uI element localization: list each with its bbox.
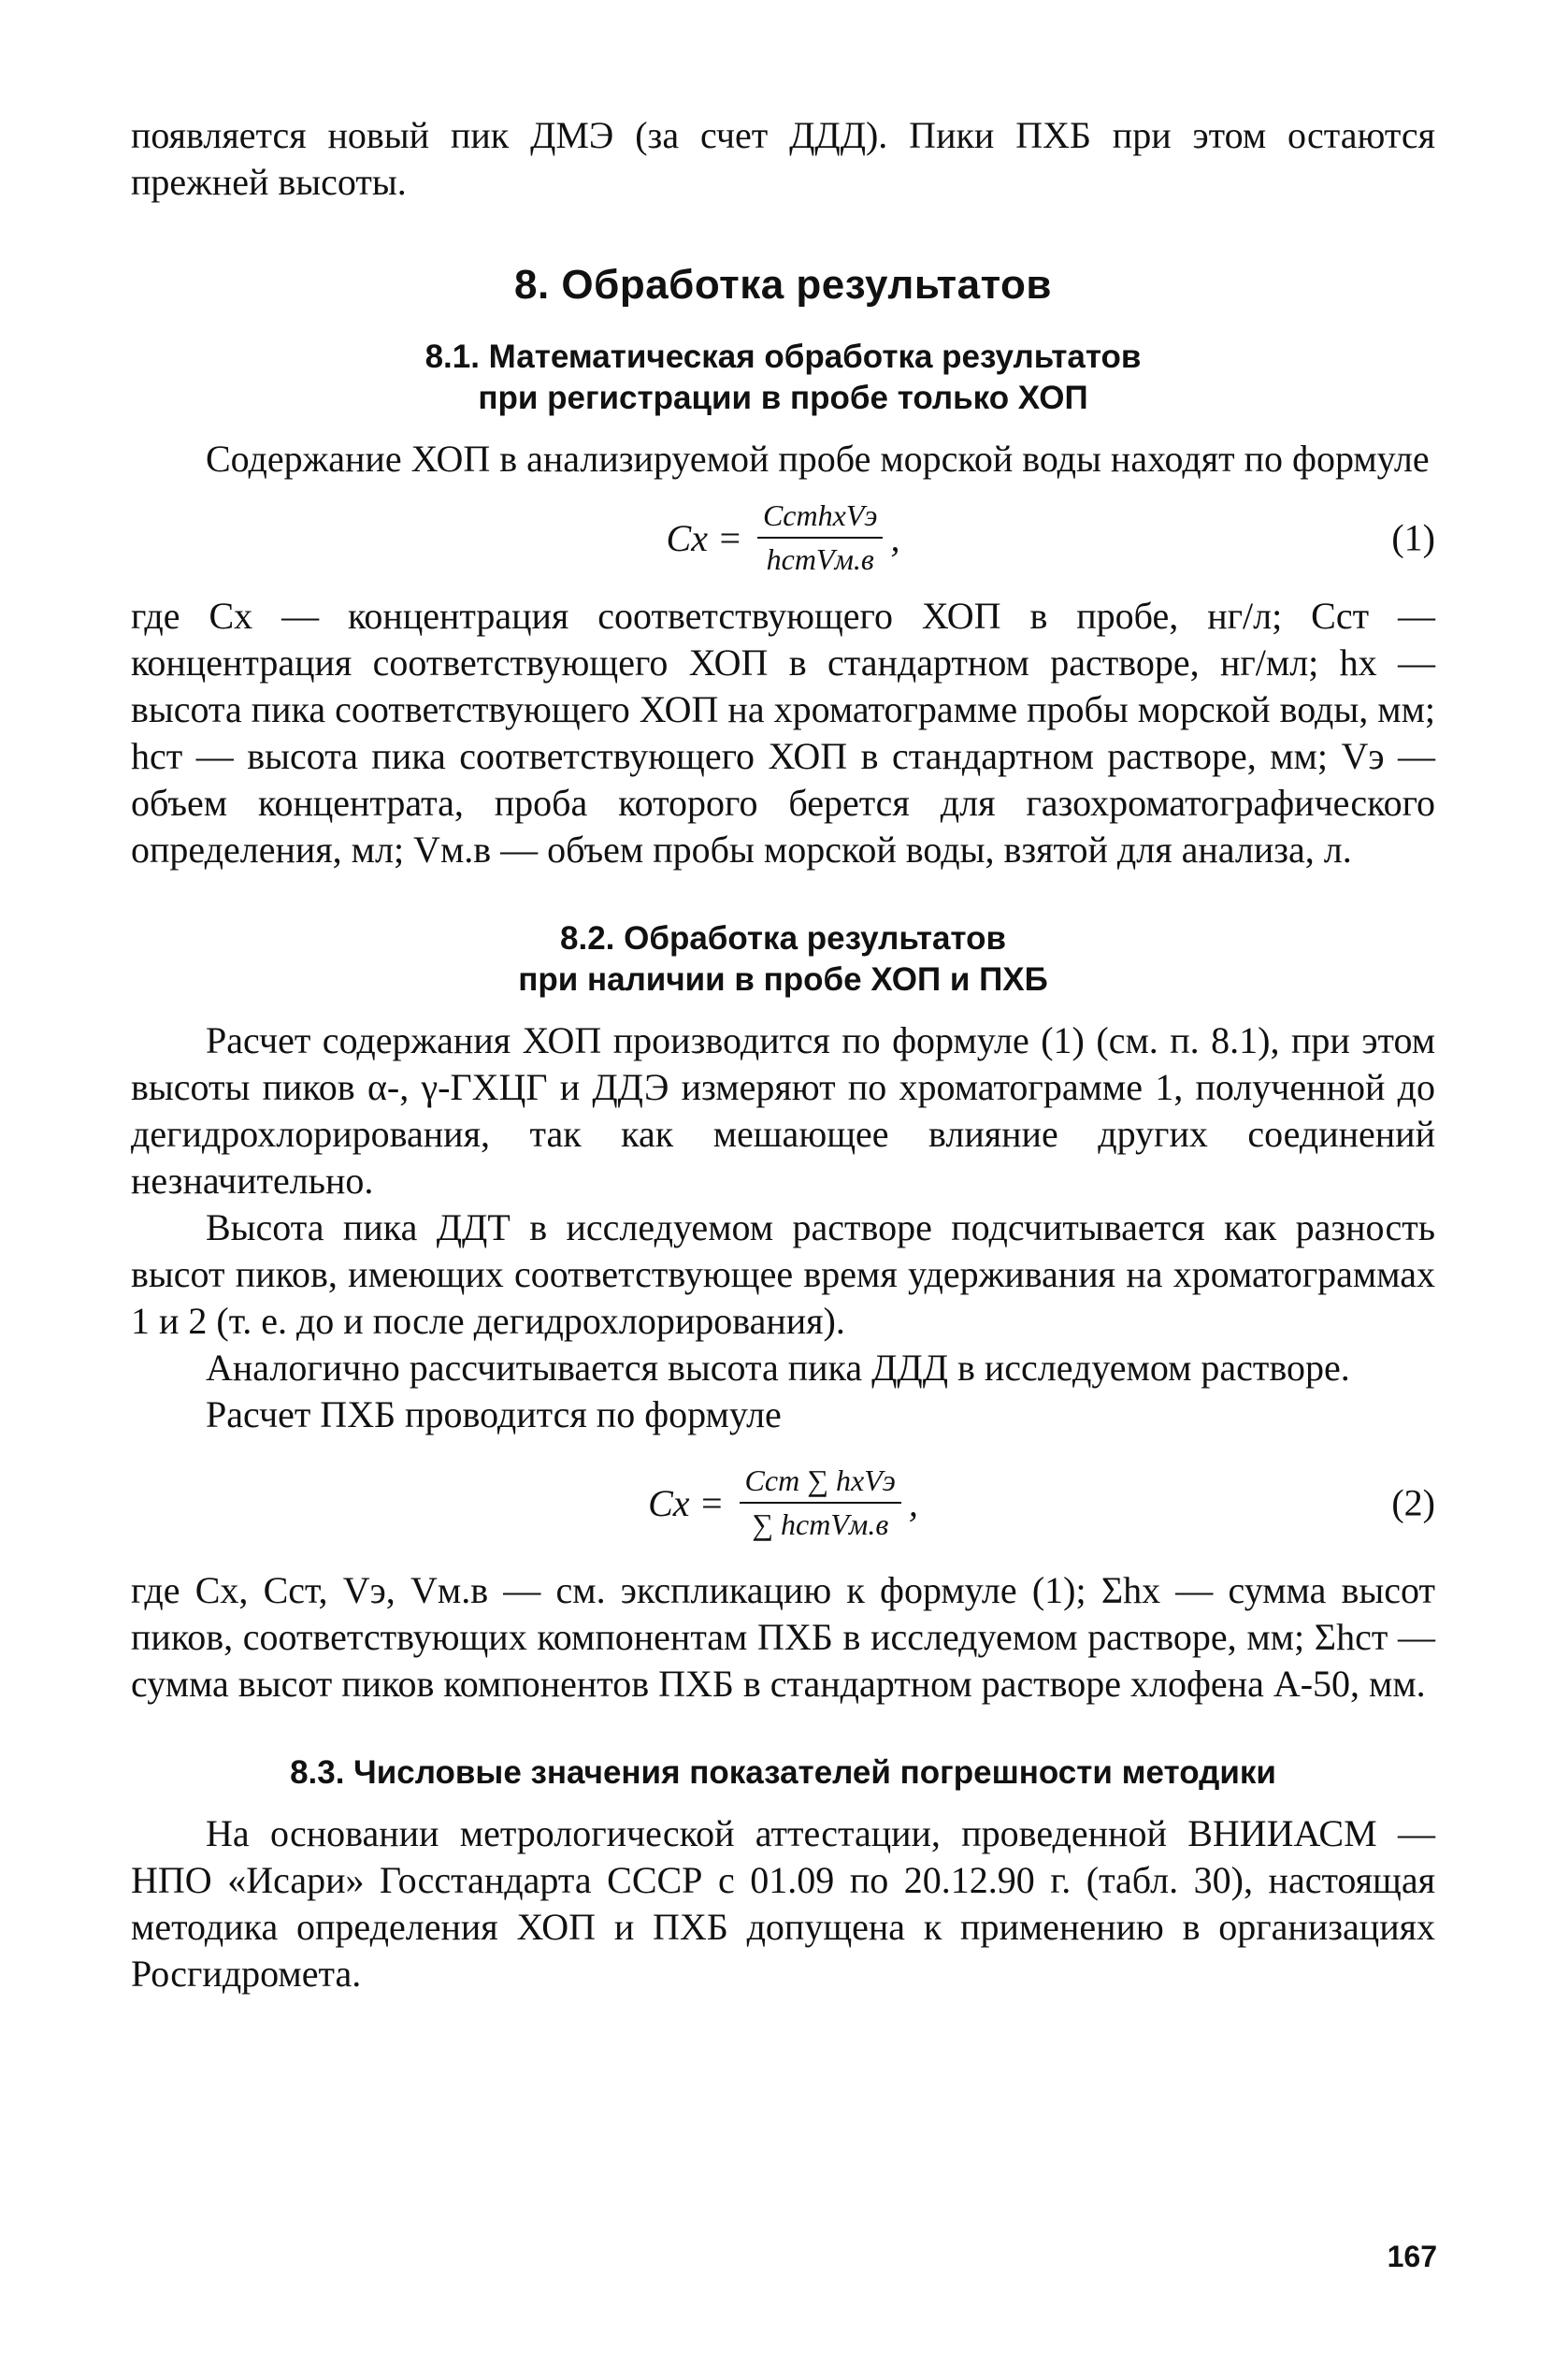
formula-1: Cx = $\frac{\text{CстhxVэ}}{\text{hстVм.в}}$ , (1) xyxy=(666,498,1435,576)
formula-2-lhs: Cx = xyxy=(648,1481,725,1524)
formula-1-numerator: CстhxVэ xyxy=(757,498,884,539)
formula-2-legend: где Cx, Cст, Vэ, Vм.в — см. экспликацию к формуле (1); Σhx — сумма высот пиков, соответствующих компонентам ПХБ в исследуемом растворе, мм; Σhст — сумма высот пиков компонентов ПХБ в стандартном растворе хлофена А-50, мм. xyxy=(131,1569,1435,1705)
formula-2-fraction xyxy=(740,1463,901,1542)
subsection-8-1-heading xyxy=(131,337,1435,419)
subsection-8-3-heading: 8.3. Числовые значения показателей погрешности методики xyxy=(290,1754,1276,1791)
subsection-8-1-title-line1: 8.1. Математическая обработка результатов xyxy=(424,339,1142,375)
formula-1-legend: где Cx — концентрация соответствующего ХОП в пробе, нг/л; Cст — концентрация соответствующего ХОП в стандартном растворе, нг/мл; hx — высота пика соответствующего ХОП на хроматограмме пробы морской воды, мм; hст — высота пика соответствующего ХОП в стандартном растворе, мм; Vэ — объем концентрата, проба которого берется для газохроматографического определения, мл; Vм.в — объем пробы морской воды, взятой для анализа, л. xyxy=(131,595,1435,871)
subsection-8-1-title-line2: при регистрации в пробе только ХОП xyxy=(478,380,1088,416)
formula-2-number: (2) xyxy=(1391,1481,1435,1524)
section-8-heading: 8. Обработка результатов xyxy=(514,262,1052,308)
formula-2-intro: Расчет ПХБ проводится по формуле xyxy=(206,1393,782,1435)
formula-1-lhs: Cx = xyxy=(666,516,742,559)
paragraph-ddt-peak: Высота пика ДДТ в исследуемом растворе подсчитывается как разность высот пиков, имеющих соответствующее время удерживания на хроматограммах 1 и 2 (т. е. до и после дегидрохлорирования). xyxy=(131,1206,1435,1342)
subsection-8-2-title-line2: при наличии в пробе ХОП и ПХБ xyxy=(518,961,1048,998)
subsection-8-2-title-line1: 8.2. Обработка результатов xyxy=(560,920,1006,957)
formula-1-number: (1) xyxy=(1391,516,1435,559)
paragraph-ddd-peak: Аналогично рассчитывается высота пика ДДД в исследуемом растворе. xyxy=(206,1347,1350,1389)
paragraph-metrology: На основании метрологической аттестации, проведенной ВНИИАСМ — НПО «Исари» Госстандарта СССР с 01.09 по 20.12.90 г. (табл. 30), настоящая методика определения ХОП и ПХБ допущена к применению в организациях Росгидромета. xyxy=(131,1812,1435,1995)
page-body xyxy=(131,112,1435,1997)
formula-1-fraction xyxy=(757,498,884,577)
formula-2-denominator: ∑ hстVм.в xyxy=(752,1507,889,1541)
page-number: 167 xyxy=(1387,2240,1437,2273)
paragraph-hop-calc: Расчет содержания ХОП производится по формуле (1) (см. п. 8.1), при этом высоты пиков α-, γ-ГХЦГ и ДДЭ измеряют по хроматограмме 1, полученной до дегидрохлорирования, так как мешающее влияние других соединений незначительно. xyxy=(131,1019,1435,1202)
subsection-8-2-heading xyxy=(131,918,1435,1001)
formula-2: Cx = $\frac{\text{Cст ∑ hxVэ}}{\text{∑ hстVм.в}}$ , (2) xyxy=(648,1463,1435,1541)
formula-1-denominator: hстVм.в xyxy=(766,542,874,576)
formula-2-numerator: Cст ∑ hxVэ xyxy=(740,1463,901,1504)
intro-paragraph: появляется новый пик ДМЭ (за счет ДДД). Пики ПХБ при этом остаются прежней высоты. xyxy=(131,114,1435,203)
formula-1-intro: Содержание ХОП в анализируемой пробе морской воды находят по формуле xyxy=(206,438,1430,480)
